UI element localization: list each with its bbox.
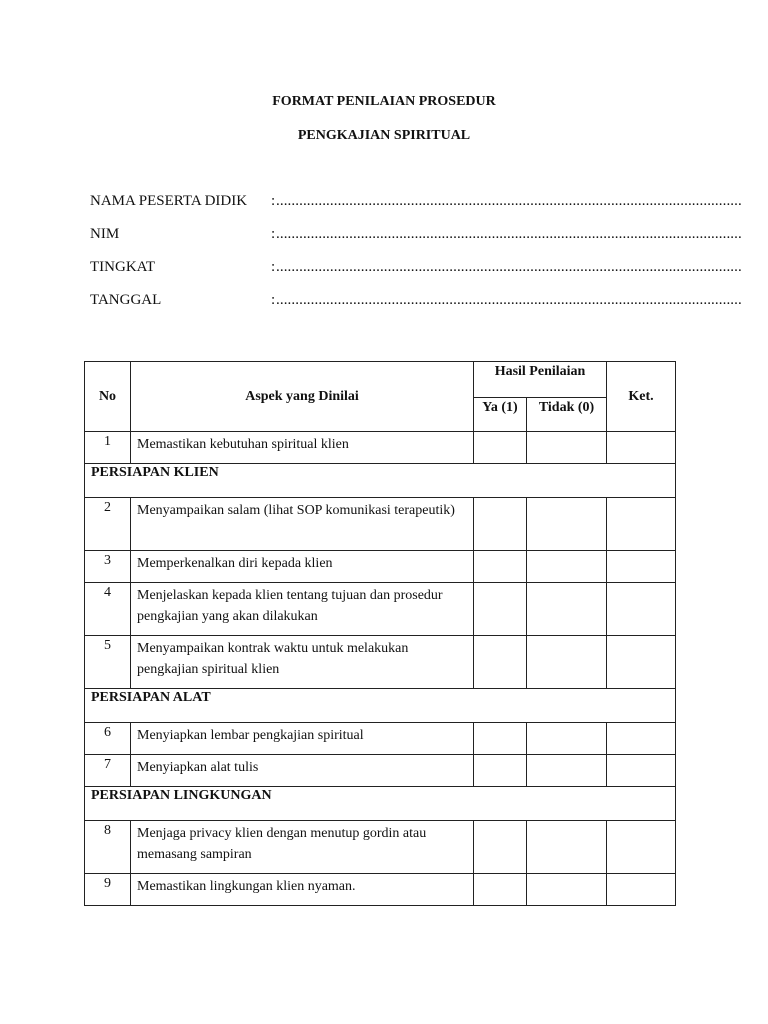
table-row (85, 874, 676, 906)
form-title: FORMAT PENILAIAN PROSEDUR (272, 94, 496, 109)
section-persiapan-klien: PERSIAPAN KLIEN (85, 464, 676, 498)
row-number: 9 (85, 874, 131, 906)
table-row (85, 636, 676, 689)
table-row (85, 551, 676, 583)
form-subtitle: PENGKAJIAN SPIRITUAL (297, 128, 471, 143)
field-label: NIM (90, 226, 120, 242)
row-number: 4 (85, 583, 131, 636)
cell-tidak[interactable] (527, 723, 607, 755)
field-label: TINGKAT (90, 259, 155, 275)
cell-ket[interactable] (607, 583, 676, 636)
section-persiapan-alat: PERSIAPAN ALAT (85, 689, 676, 723)
cell-ket[interactable] (607, 432, 676, 464)
cell-ya[interactable] (474, 432, 527, 464)
field-colon: : (271, 259, 276, 275)
header-ket: Ket. (607, 362, 676, 432)
row-aspect: Menjaga privacy klien dengan menutup gordin atau memasang sampiran (131, 821, 474, 874)
cell-ya[interactable] (474, 723, 527, 755)
cell-tidak[interactable] (527, 821, 607, 874)
cell-ket[interactable] (607, 551, 676, 583)
cell-tidak[interactable] (527, 874, 607, 906)
section-persiapan-lingkungan: PERSIAPAN LINGKUNGAN (85, 787, 676, 821)
cell-ket[interactable] (607, 755, 676, 787)
row-number: 2 (85, 498, 131, 551)
header-tidak: Tidak (0) (527, 398, 607, 432)
table-row (85, 723, 676, 755)
cell-ket[interactable] (607, 498, 676, 551)
row-number: 5 (85, 636, 131, 689)
row-aspect: Menyiapkan alat tulis (131, 755, 474, 787)
field-tingkat (90, 259, 742, 292)
field-label: TANGGAL (90, 292, 162, 308)
row-number: 7 (85, 755, 131, 787)
header-ya: Ya (1) (474, 398, 527, 432)
identity-fields (90, 193, 742, 325)
cell-ya[interactable] (474, 583, 527, 636)
field-blank-line: ......................................................................................................................... (276, 259, 742, 275)
section-row (85, 464, 676, 498)
cell-ya[interactable] (474, 874, 527, 906)
cell-tidak[interactable] (527, 432, 607, 464)
row-aspect: Memastikan lingkungan klien nyaman. (131, 874, 474, 906)
row-number: 6 (85, 723, 131, 755)
section-row (85, 787, 676, 821)
cell-tidak[interactable] (527, 583, 607, 636)
header-aspek: Aspek yang Dinilai (131, 362, 474, 432)
cell-tidak[interactable] (527, 498, 607, 551)
field-colon: : (271, 292, 276, 308)
header-no: No (85, 362, 131, 432)
cell-tidak[interactable] (527, 551, 607, 583)
cell-ya[interactable] (474, 636, 527, 689)
row-aspect: Menyampaikan kontrak waktu untuk melakukan pengkajian spiritual klien (131, 636, 474, 689)
table-row (85, 755, 676, 787)
cell-ya[interactable] (474, 551, 527, 583)
cell-tidak[interactable] (527, 636, 607, 689)
row-aspect: Menyampaikan salam (lihat SOP komunikasi terapeutik) (131, 498, 474, 551)
field-blank-line: ......................................................................................................................... (276, 193, 742, 209)
table-row (85, 432, 676, 464)
field-colon: : (271, 193, 276, 209)
cell-ya[interactable] (474, 498, 527, 551)
cell-tidak[interactable] (527, 755, 607, 787)
cell-ket[interactable] (607, 874, 676, 906)
row-number: 1 (85, 432, 131, 464)
field-nim (90, 226, 742, 259)
cell-ya[interactable] (474, 755, 527, 787)
field-colon: : (271, 226, 276, 242)
field-nama-peserta-didik (90, 193, 742, 226)
row-aspect: Menyiapkan lembar pengkajian spiritual (131, 723, 474, 755)
row-aspect: Memastikan kebutuhan spiritual klien (131, 432, 474, 464)
table-row (85, 498, 676, 551)
table-row (85, 583, 676, 636)
cell-ya[interactable] (474, 821, 527, 874)
field-tanggal (90, 292, 742, 325)
table-row (85, 821, 676, 874)
row-aspect: Memperkenalkan diri kepada klien (131, 551, 474, 583)
header-hasil-penilaian: Hasil Penilaian (474, 362, 607, 398)
cell-ket[interactable] (607, 723, 676, 755)
row-aspect: Menjelaskan kepada klien tentang tujuan dan prosedur pengkajian yang akan dilakukan (131, 583, 474, 636)
cell-ket[interactable] (607, 821, 676, 874)
section-row (85, 689, 676, 723)
cell-ket[interactable] (607, 636, 676, 689)
field-blank-line: ......................................................................................................................... (276, 292, 742, 308)
field-blank-line: ......................................................................................................................... (276, 226, 742, 242)
row-number: 8 (85, 821, 131, 874)
assessment-table (84, 361, 676, 906)
row-number: 3 (85, 551, 131, 583)
field-label: NAMA PESERTA DIDIK (90, 193, 248, 209)
